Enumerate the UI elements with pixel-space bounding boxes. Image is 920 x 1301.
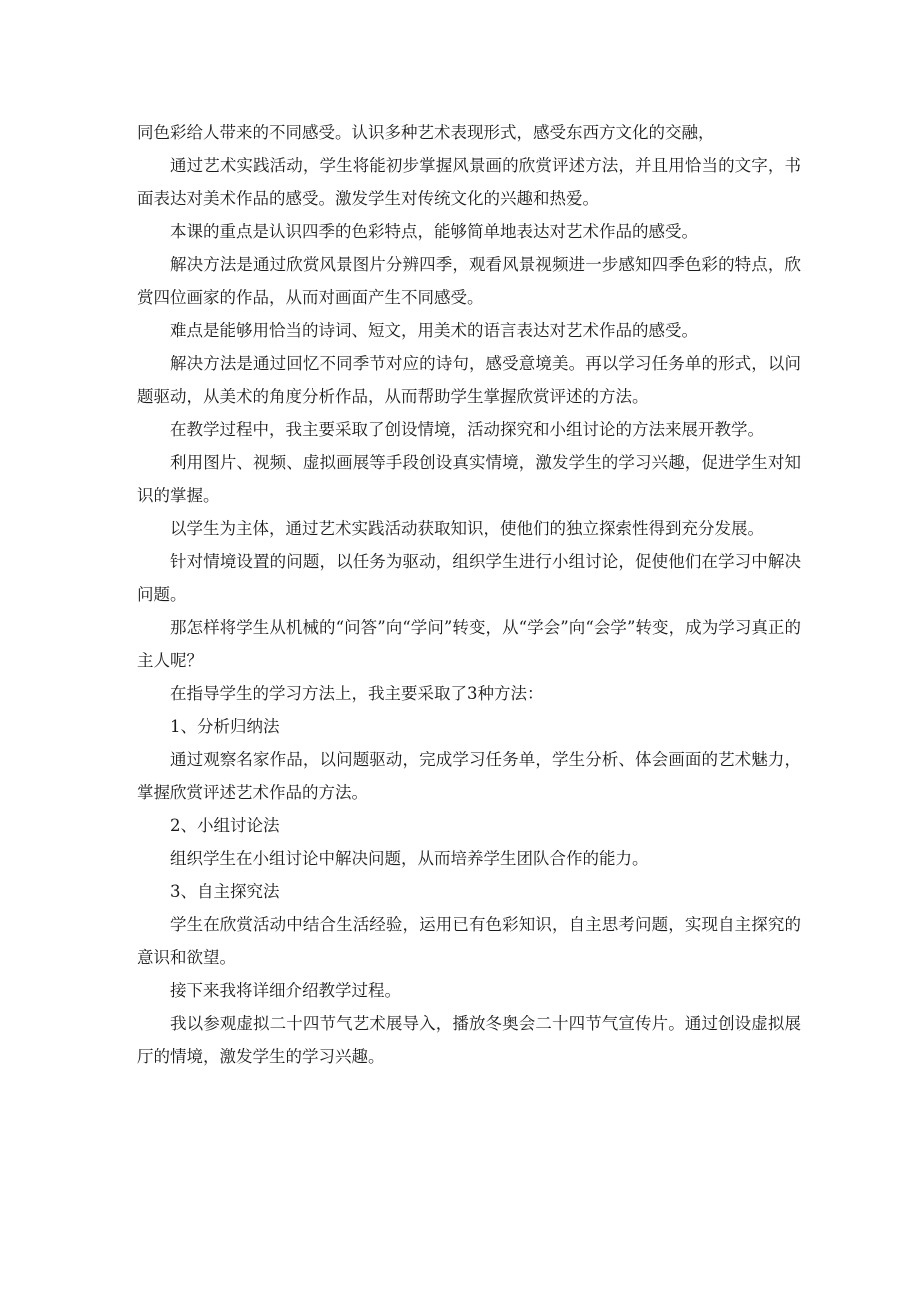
- method-heading-2: 2、小组讨论法: [170, 816, 280, 835]
- paragraph-2: 通过艺术实践活动，学生将能初步掌握风景画的欣赏评述方法，并且用恰当的文字，书面表达对美术作品的感受。激发学生对传统文化的兴趣和热爱。: [137, 156, 801, 208]
- paragraph-6: 解决方法是通过回忆不同季节对应的诗句，感受意境美。再以学习任务单的形式，以问题驱动，从美术的角度分析作品，从而帮助学生掌握欣赏评述的方法。: [137, 354, 801, 406]
- paragraph-10: 针对情境设置的问题，以任务为驱动，组织学生进行小组讨论，促使他们在学习中解决问题。: [137, 552, 801, 604]
- paragraph-1: 同色彩给人带来的不同感受。认识多种艺术表现形式，感受东西方文化的交融，: [137, 123, 715, 142]
- method-heading-1: 1、分析归纳法: [170, 717, 280, 736]
- method-heading-3: 3、自主探究法: [170, 882, 280, 901]
- paragraph-20: 我以参观虚拟二十四节气艺术展导入，播放冬奥会二十四节气宣传片。通过创设虚拟展厅的情境，激发学生的学习兴趣。: [137, 1014, 801, 1066]
- paragraph-5: 难点是能够用恰当的诗词、短文，用美术的语言表达对艺术作品的感受。: [170, 321, 698, 340]
- paragraph-18: 学生在欣赏活动中结合生活经验，运用已有色彩知识，自主思考问题，实现自主探究的意识和欲望。: [137, 915, 801, 967]
- paragraph-12: 在指导学生的学习方法上，我主要采取了3种方法：: [170, 684, 544, 703]
- paragraph-3: 本课的重点是认识四季的色彩特点，能够简单地表达对艺术作品的感受。: [170, 222, 698, 241]
- paragraph-7: 在教学过程中，我主要采取了创设情境，活动探究和小组讨论的方法来展开教学。: [170, 420, 764, 439]
- paragraph-4: 解决方法是通过欣赏风景图片分辨四季，观看风景视频进一步感知四季色彩的特点，欣赏四位画家的作品，从而对画面产生不同感受。: [137, 255, 801, 307]
- paragraph-19: 接下来我将详细介绍教学过程。: [170, 981, 401, 1000]
- document-body: [137, 116, 801, 1073]
- paragraph-9: 以学生为主体，通过艺术实践活动获取知识，使他们的独立探索性得到充分发展。: [170, 519, 764, 538]
- paragraph-16: 组织学生在小组讨论中解决问题，从而培养学生团队合作的能力。: [170, 849, 649, 868]
- paragraph-11: 那怎样将学生从机械的“问答”向“学问”转变，从“学会”向“会学”转变，成为学习真正的主人呢？: [137, 618, 801, 670]
- paragraph-14: 通过观察名家作品，以问题驱动，完成学习任务单，学生分析、体会画面的艺术魅力，掌握欣赏评述艺术作品的方法。: [137, 750, 801, 802]
- paragraph-8: 利用图片、视频、虚拟画展等手段创设真实情境，激发学生的学习兴趣，促进学生对知识的掌握。: [137, 453, 801, 505]
